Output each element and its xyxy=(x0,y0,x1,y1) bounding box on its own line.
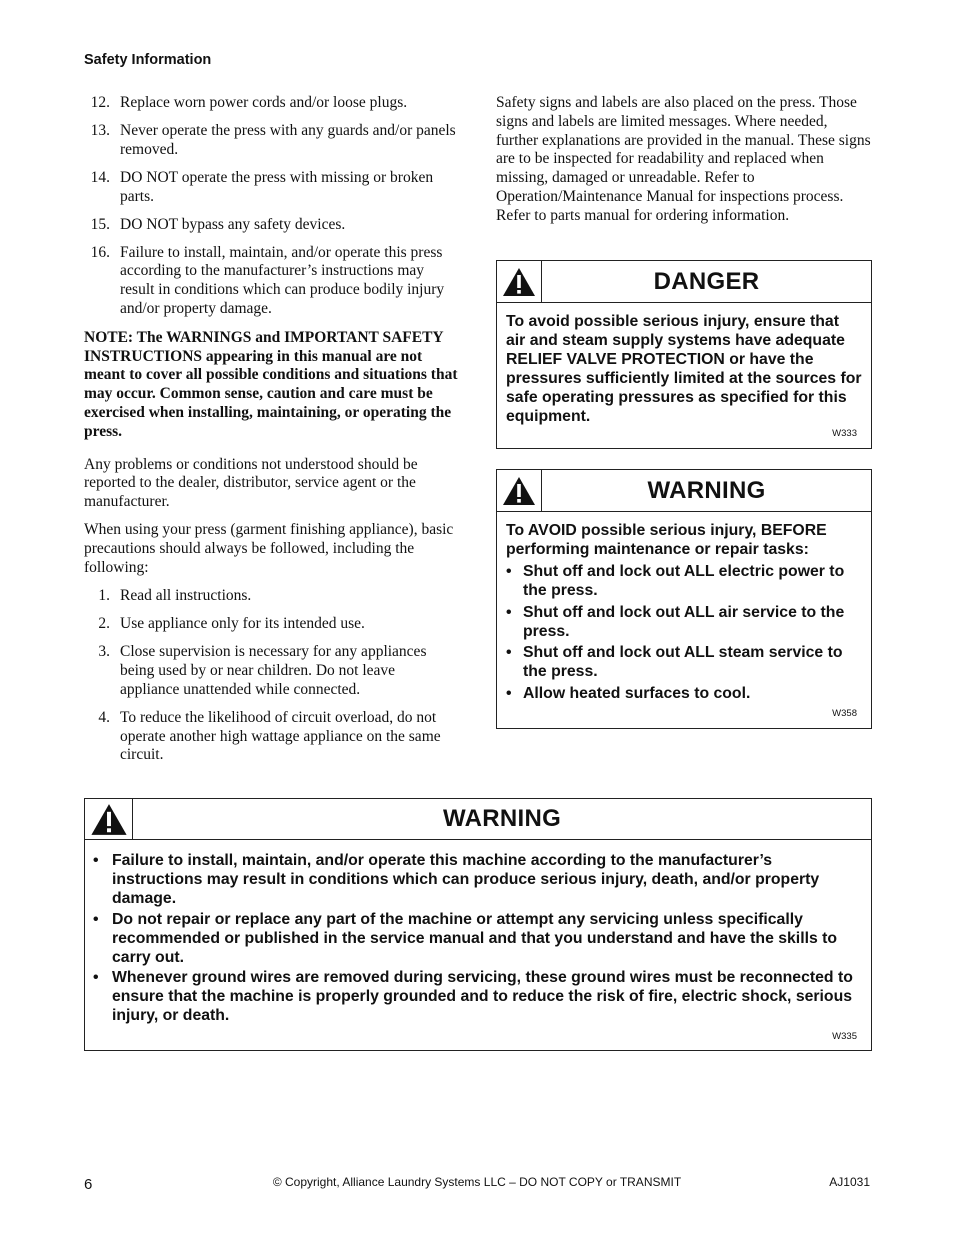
warning-body xyxy=(85,840,871,1026)
copyright-notice: © Copyright, Alliance Laundry Systems LLC – DO NOT COPY or TRANSMIT xyxy=(272,1175,682,1189)
list-text: Never operate the press with any guards and/or panels removed. xyxy=(120,121,456,158)
page-number: 6 xyxy=(84,1176,93,1193)
warning-box-general xyxy=(84,798,872,1051)
warning-triangle-icon xyxy=(497,261,542,302)
paragraph-precautions: When using your press (garment finishing appliance), basic precautions should always be followed, including the following: xyxy=(84,521,454,576)
list-item xyxy=(84,94,458,113)
warning-label-code: W358 xyxy=(832,708,857,719)
safety-signs-paragraph: Safety signs and labels are also placed on the press. Those signs and labels are limited messages. Where needed, further explanations are provided in the manual. These signs are to be inspected for readability and replaced when missing, damaged or unreadable. Refer to Operation/Maintenance Manual for inspections process. Refer to parts manual for ordering information. xyxy=(496,94,871,224)
warning-label-code: W335 xyxy=(832,1031,857,1042)
warning-triangle-icon xyxy=(497,470,542,511)
list-number: 13. xyxy=(90,121,110,139)
warning-box-header xyxy=(497,470,871,512)
paragraph-problems: Any problems or conditions not understood should be reported to the dealer, distributor, service agent or the manufacturer. xyxy=(84,455,418,511)
section-title: Safety Information xyxy=(84,52,212,68)
list-text: Use appliance only for its intended use. xyxy=(120,615,365,633)
list-item xyxy=(84,615,458,634)
bullet-item: • Do not repair or replace any part of the machine or attempt any servicing unless specifically recommended or published in the service manual and that you understand and have the skills to carry out. xyxy=(93,910,838,966)
warning-bullets xyxy=(506,563,862,704)
warning-title: WARNING xyxy=(442,805,562,832)
bullet-item: • Shut off and lock out ALL air service to the press. xyxy=(506,603,845,640)
list-text: Replace worn power cords and/or loose plugs. xyxy=(120,94,408,111)
list-number: 16. xyxy=(90,243,110,261)
warning-box-header xyxy=(85,799,871,840)
right-column xyxy=(496,94,872,226)
list-number: 3. xyxy=(98,643,110,661)
list-number: 12. xyxy=(90,94,110,111)
danger-text: To avoid possible serious injury, ensure that air and steam supply systems have adequate RELIEF VALVE PROTECTION or have the pressures sufficiently limited at the sources for safe operating pressures as specified for this equipment. xyxy=(506,313,862,425)
list-number: 14. xyxy=(90,168,110,186)
danger-title: DANGER xyxy=(653,267,760,295)
bullet-item: • Shut off and lock out ALL electric power to the press. xyxy=(506,562,845,599)
danger-label-code: W333 xyxy=(832,428,857,439)
list-number: 2. xyxy=(98,615,110,633)
list-number: 4. xyxy=(98,708,110,726)
safety-list-continued xyxy=(84,94,458,319)
precautions-list xyxy=(84,587,458,765)
danger-box-header xyxy=(497,261,871,303)
list-item xyxy=(84,709,458,765)
list-item xyxy=(84,169,458,207)
warning-triangle-icon xyxy=(85,799,133,839)
list-text: DO NOT bypass any safety devices. xyxy=(120,215,346,233)
bullet-item: • Failure to install, maintain, and/or operate this machine according to the manufacturer’s instructions may result in conditions which can produce serious injury, death, and/or property damage. xyxy=(93,852,820,907)
warning-title: WARNING xyxy=(647,476,766,504)
list-item xyxy=(84,587,458,606)
list-text: Close supervision is necessary for any appliances being used by or near children. Do not leave appliance unattended while connected. xyxy=(120,643,427,698)
left-column xyxy=(84,94,458,774)
list-text: To reduce the likelihood of circuit overload, do not operate another high wattage appliance on the same circuit. xyxy=(120,708,441,764)
important-note: NOTE: The WARNINGS and IMPORTANT SAFETY INSTRUCTIONS appearing in this manual are not meant to cover all possible conditions and situations that may occur. Common sense, caution and care must be exercised when installing, maintaining, or operating the press. xyxy=(84,328,458,440)
list-item xyxy=(84,643,458,699)
warning-body xyxy=(497,512,871,704)
warning-intro: To AVOID possible serious injury, BEFORE performing maintenance or repair tasks: xyxy=(506,522,827,558)
list-text: Failure to install, maintain, and/or operate this press according to the manufacturer’s instructions may result in conditions which can produce bodily injury and/or property damage. xyxy=(120,243,445,317)
list-item xyxy=(84,244,458,319)
list-text: DO NOT operate the press with missing or broken parts. xyxy=(120,168,434,205)
bullet-item: • Whenever ground wires are removed during servicing, these ground wires must be reconnected to ensure that the machine is properly grounded and to reduce the risk of fire, electric shock, serious injury, or death. xyxy=(93,969,853,1025)
document-code: AJ1031 xyxy=(829,1175,870,1189)
list-item xyxy=(84,216,458,235)
list-number: 15. xyxy=(90,215,110,233)
list-text: Read all instructions. xyxy=(120,587,252,605)
warning-bullets xyxy=(93,852,861,1026)
danger-box xyxy=(496,260,872,449)
warning-box-maintenance xyxy=(496,469,872,729)
list-number: 1. xyxy=(98,587,110,605)
bullet-item: • Allow heated surfaces to cool. xyxy=(506,685,751,703)
list-item xyxy=(84,122,458,160)
bullet-item: • Shut off and lock out ALL steam service to the press. xyxy=(506,644,843,681)
